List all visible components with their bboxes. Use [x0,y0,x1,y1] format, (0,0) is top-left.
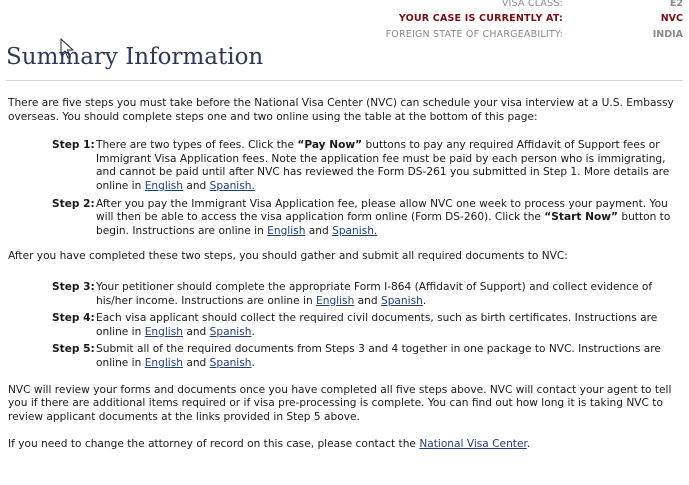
step-5-and: and [182,356,210,369]
step-3-spanish-link[interactable]: Spanish [380,294,423,307]
step-2-label: Step 2: [52,197,95,210]
start-now-reference: “Start Now” [544,211,618,224]
step-3-and: and [354,294,381,307]
step-2-spanish-link[interactable]: Spanish. [332,224,378,237]
case-location-row [0,12,689,26]
contact-text: If you need to change the attorney of record on this case, please contact the [8,438,420,451]
step-1-text-b: buttons to pay any required Affidavit of Support fees or Immigrant Visa Application fees. Note the application fee must be paid by each person who is immigrating, and cannot be paid until after NVC has reviewed the Form DS-261 you submitted in Step 1. More details are online in [96,139,670,192]
step-2-and: and [305,224,333,237]
chargeability-row [0,28,689,42]
chargeability-label: FOREIGN STATE OF CHARGEABILITY: [385,29,563,40]
step-4-english-link[interactable]: English [144,325,183,338]
step-5-text-a: Submit all of the required documents from Steps 3 and 4 together in one package to NVC. Instructions are online in [96,343,661,369]
step-5 [52,343,680,370]
step-5-tail: . [251,356,255,369]
step-4-text-a: Each visa applicant should collect the required civil documents, such as birth certificates. Instructions are online in [96,312,658,338]
step-4-text [96,312,680,339]
step-4-spanish-link[interactable]: Spanish [209,325,252,338]
step-5-spanish-link[interactable]: Spanish [209,356,252,369]
step-1 [52,139,680,193]
step-5-label: Step 5: [52,343,95,356]
step-3-english-link[interactable]: English [316,294,355,307]
step-3-tail: . [422,294,427,307]
steps-group-2 [8,281,680,371]
national-visa-center-link[interactable]: National Visa Center [419,438,527,451]
step-3-text-a: Your petitioner should complete the appropriate Form I-864 (Affidavit of Support) and collect evidence of his/her income. Instructions are online in [96,280,653,307]
contact-tail: . [526,438,531,451]
step-3 [52,281,680,308]
summary-content [8,97,680,452]
step-3-label: Step 3: [52,280,95,293]
step-1-spanish-link[interactable]: Spanish. [209,179,255,192]
step-2-text [96,198,680,239]
step-2-english-link[interactable]: English [267,224,306,237]
middle-paragraph: After you have completed these two steps, you should gather and submit all required documents to NVC: [8,250,568,263]
step-1-text [96,139,680,193]
title-divider [6,80,683,81]
step-1-text-a: There are two types of fees. Click the [96,139,298,152]
step-4-label: Step 4: [52,312,95,325]
intro-paragraph: There are five steps you must take before the National Visa Center (NVC) can schedule your visa interview at a U.S. Embassy overseas. You should complete steps one and two online using the table at the bottom of this page: [8,97,674,123]
step-2-text-b: button to begin. Instructions are online in [96,211,671,237]
review-paragraph: NVC will review your forms and documents once you have completed all five steps above. NVC will contact your agent to tell you if there are additional items required or if visa pre-processing is complete. You can find out how long it is taking NVC to review applicant documents at the links provided in Step 5 above. [8,383,672,423]
page-title: Summary Information [6,44,264,70]
step-4-and: and [182,325,210,338]
case-location-label: YOUR CASE IS CURRENTLY AT: [398,13,563,24]
step-1-english-link[interactable]: English [144,179,183,192]
step-1-and: and [182,179,210,192]
step-2 [52,198,680,239]
steps-group-1 [8,139,680,238]
step-5-english-link[interactable]: English [144,356,183,369]
contact-paragraph [8,438,680,452]
step-4 [52,312,680,339]
case-location-value: NVC [660,13,683,24]
pay-now-reference: “Pay Now” [297,139,363,152]
step-1-label: Step 1: [52,139,95,152]
chargeability-value: INDIA [652,29,683,40]
step-2-text-a: After you pay the Immigrant Visa Application fee, please allow NVC one week to process your payment. You will then be able to access the visa application form online (Form DS-260). Click the [96,197,668,224]
step-5-text [96,343,680,370]
step-4-tail: . [251,325,255,338]
step-3-text [96,281,680,308]
visa-class-row [0,0,689,11]
visa-class-label: VISA CLASS: [501,0,563,9]
visa-class-value: E2 [669,0,683,9]
